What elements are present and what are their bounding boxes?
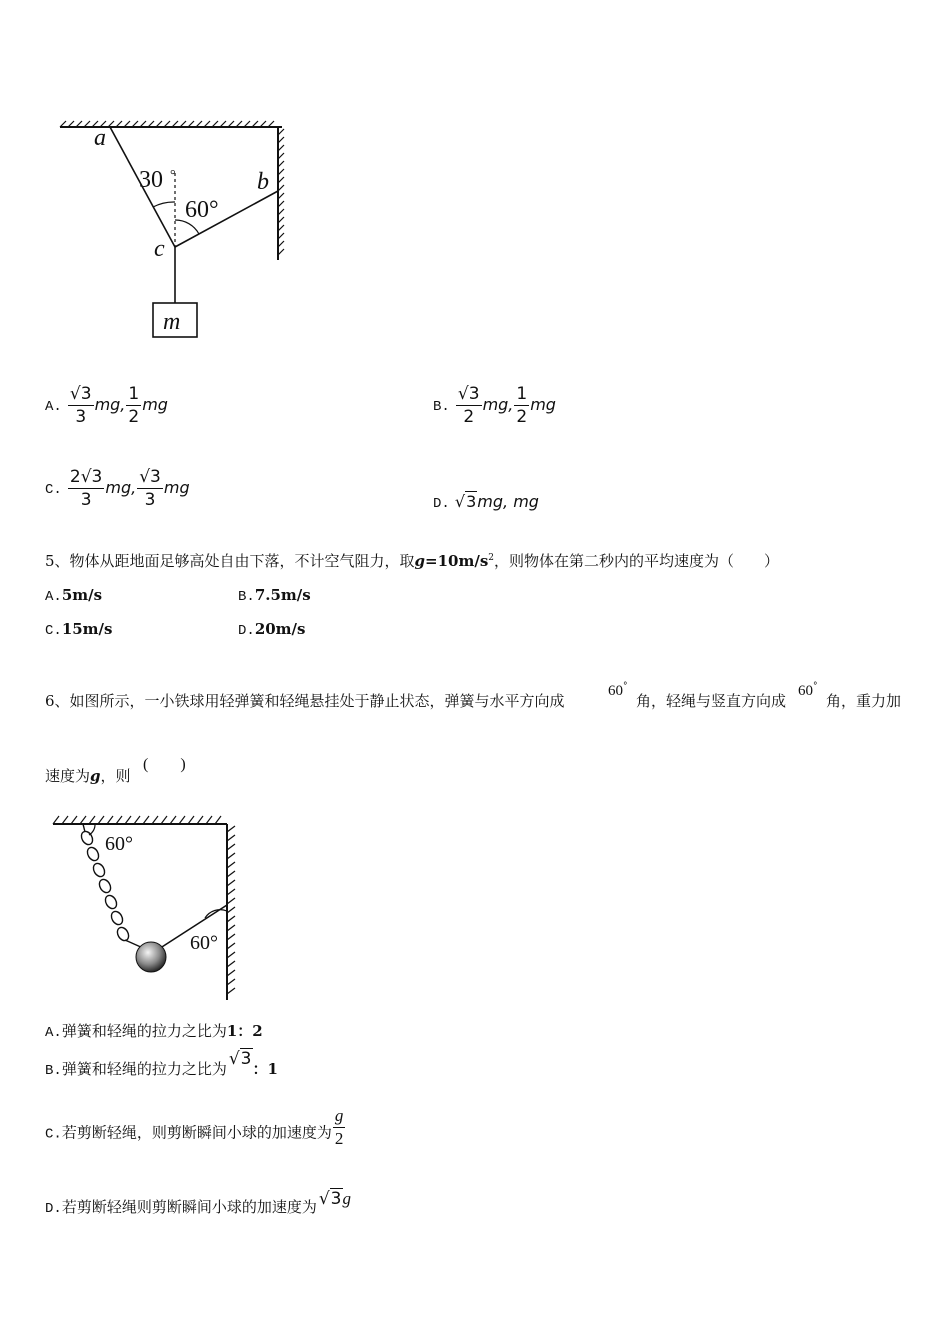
q6-angle-b: 60° bbox=[798, 681, 818, 699]
angle-arc-30 bbox=[153, 202, 175, 207]
sqrt-expression: √3 bbox=[228, 1049, 252, 1069]
q5-option-d[interactable]: D.20m/s bbox=[238, 620, 306, 639]
figure-1-diagram bbox=[50, 115, 300, 345]
option-label: C. bbox=[45, 482, 62, 498]
q5-option-c[interactable]: C.15m/s bbox=[45, 620, 113, 639]
q6-angle-a: 60° bbox=[608, 681, 628, 699]
label-c: c bbox=[154, 236, 165, 262]
label-a: a bbox=[94, 125, 106, 151]
fraction: $\frac{g}{2}$ bbox=[334, 1106, 344, 1148]
fraction: $\frac{√3}{3}$ bbox=[139, 467, 161, 510]
label-m: m bbox=[163, 309, 181, 335]
fraction: $\frac{√3}{3}$ bbox=[69, 384, 92, 427]
q4-option-a[interactable]: A. $\frac{√3}{3}$ mg, $\frac{1}{2}$ mg bbox=[45, 384, 168, 427]
q4-option-b[interactable]: B. $\frac{√3}{2}$ mg, $\frac{1}{2}$ mg bbox=[433, 384, 556, 427]
q6-option-d[interactable]: D.若剪断轻绳则剪断瞬间小球的加速度为 √3g bbox=[45, 1189, 351, 1217]
option-label: D. bbox=[433, 496, 450, 512]
q6-option-a[interactable]: A.弹簧和轻绳的拉力之比为1：2 bbox=[45, 1022, 263, 1041]
q4-option-c[interactable]: C. $\frac{2√3}{3}$ mg, $\frac{√3}{3}$ mg bbox=[45, 467, 190, 510]
fraction: $\frac{1}{2}$ bbox=[516, 384, 528, 427]
wall-hatching bbox=[227, 826, 235, 994]
q6-question-line1c: 角，重力加 bbox=[826, 692, 902, 710]
angle-label-30-mark: ° bbox=[170, 168, 176, 183]
label-b: b bbox=[257, 169, 269, 195]
q4-option-d[interactable]: D. √3mg, mg bbox=[433, 492, 539, 512]
q6-option-c[interactable]: C.若剪断轻绳，则剪断瞬间小球的加速度为 $\frac{g}{2}$ bbox=[45, 1106, 344, 1148]
angle-label-30: 30 bbox=[139, 167, 163, 193]
q6-question-line1b: 角，轻绳与竖直方向成 bbox=[636, 692, 787, 710]
sqrt-expression: √3 bbox=[454, 492, 477, 511]
angle-label-spring: 60° bbox=[105, 833, 133, 855]
angle-label-60: 60° bbox=[185, 197, 219, 223]
fraction: $\frac{√3}{2}$ bbox=[457, 384, 480, 427]
sqrt-expression: √3 bbox=[318, 1189, 342, 1209]
ceiling-hatching bbox=[53, 816, 221, 824]
option-label: A. bbox=[45, 399, 62, 415]
q6-question-line1: 6、如图所示，一小铁球用轻弹簧和轻绳悬挂处于静止状态，弹簧与水平方向成 bbox=[45, 692, 565, 710]
q5-question: 5、物体从距地面足够高处自由下落，不计空气阻力，取$g=10m/s^2$，则物体在第二秒内的平均速度为（ ） bbox=[45, 552, 780, 570]
fraction: $\frac{1}{2}$ bbox=[128, 384, 140, 427]
angle-label-rope: 60° bbox=[190, 932, 218, 954]
q6-question-line2: 速度为g，则 bbox=[45, 767, 131, 785]
q6-option-b[interactable]: B.弹簧和轻绳的拉力之比为 √3：1 bbox=[45, 1049, 278, 1079]
iron-ball bbox=[136, 942, 166, 972]
fraction: $\frac{2√3}{3}$ bbox=[69, 467, 103, 510]
q5-option-b[interactable]: B.7.5m/s bbox=[238, 586, 311, 605]
q5-option-a[interactable]: A.5m/s bbox=[45, 586, 103, 605]
figure-2-diagram bbox=[45, 808, 255, 1008]
q6-answer-parens: ( ) bbox=[143, 756, 186, 773]
option-label: B. bbox=[433, 399, 450, 415]
